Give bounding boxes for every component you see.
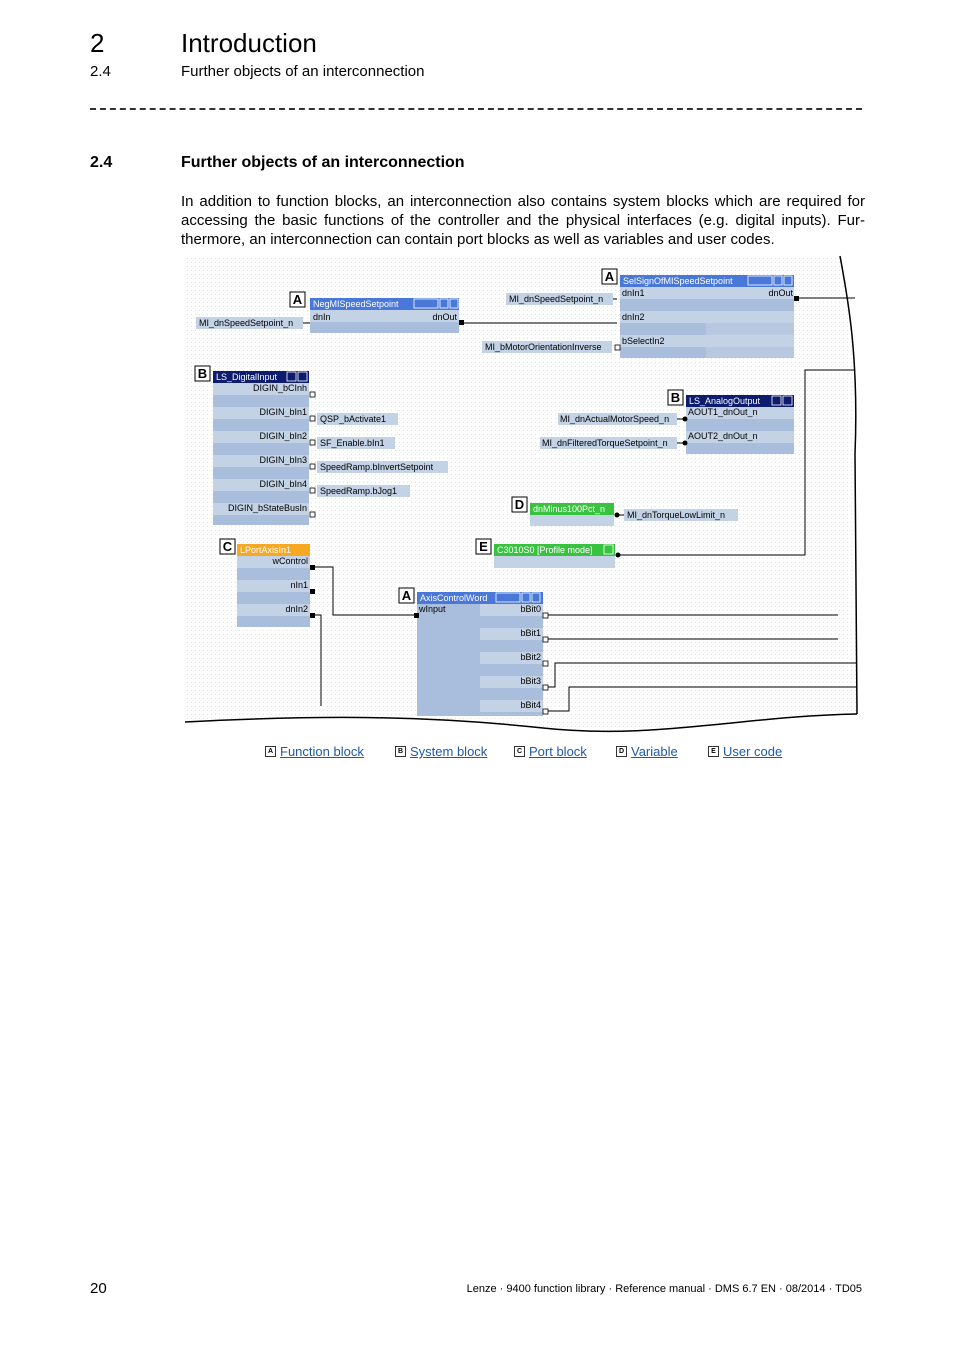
user-code-link[interactable]: User code [723, 744, 783, 759]
block-title: AxisControlWord [420, 593, 488, 603]
output-port[interactable] [543, 709, 548, 714]
block-title: SelSignOfMISpeedSetpoint [623, 276, 733, 286]
variable-tag-label: SF_Enable.bIn1 [320, 438, 385, 448]
port-label: DIGIN_bIn2 [259, 431, 307, 441]
port-label: wControl [272, 556, 308, 566]
block-title: LPortAxisIn1 [240, 545, 292, 555]
legend-badge: D [616, 746, 627, 757]
system-block-link[interactable]: System block [410, 744, 488, 759]
output-port[interactable] [310, 416, 315, 421]
intro-line: In addition to function blocks, an interconnection also contains system blocks which are required for [181, 193, 865, 210]
port-block-link[interactable]: Port block [529, 744, 587, 759]
legend-badge: E [708, 746, 719, 757]
marker-b-label: B [197, 366, 208, 381]
port-label: AOUT2_dnOut_n [688, 431, 758, 441]
input-port[interactable] [683, 441, 688, 446]
legend-item-user-code[interactable] [708, 744, 782, 759]
port-label: nIn1 [290, 580, 308, 590]
block-title: C3010S0 [Profile mode] [497, 545, 593, 555]
legend-item-variable[interactable] [616, 744, 678, 759]
input-port[interactable] [414, 613, 419, 618]
block-body [530, 515, 614, 526]
marker-c-label: C [222, 539, 233, 554]
block-body [310, 322, 459, 333]
function-block-link[interactable]: Function block [280, 744, 364, 759]
interconnection-diagram [183, 254, 863, 738]
intro-line: thermore, an interconnection can contain port blocks as well as variables and user codes. [181, 231, 775, 248]
port-label: DIGIN_bIn3 [259, 455, 307, 465]
chapter-title: Introduction [181, 28, 317, 58]
port-label: dnIn2 [285, 604, 308, 614]
intro-paragraph [181, 192, 865, 249]
marker-e-label: E [479, 539, 488, 554]
marker-a-label: A [292, 292, 303, 307]
legend-item-port-block[interactable] [514, 744, 587, 759]
port-label: dnOut [768, 288, 793, 298]
header-section-number: 2.4 [90, 63, 111, 80]
output-port[interactable] [310, 440, 315, 445]
output-port[interactable] [310, 565, 315, 570]
variable-tag-label: MI_dnActualMotorSpeed_n [560, 414, 670, 424]
port-label: dnOut [432, 312, 457, 322]
variable-tag-label: SpeedRamp.bJog1 [320, 486, 398, 496]
marker-d-label: D [514, 497, 525, 512]
marker-a-label: A [401, 588, 412, 603]
port-label: DIGIN_bCInh [252, 383, 307, 393]
variable-tag-label: MI_dnTorqueLowLimit_n [627, 510, 726, 520]
variable-tag-label: MI_bMotorOrientationInverse [485, 342, 602, 352]
output-port[interactable] [794, 296, 799, 301]
legend-item-function-block[interactable] [265, 744, 364, 759]
output-port[interactable] [310, 464, 315, 469]
footer-text: Lenze · 9400 function library · Reference manual · DMS 6.7 EN · 08/2014 · TD05 [466, 1283, 862, 1295]
output-port[interactable] [543, 685, 548, 690]
legend-badge: C [514, 746, 525, 757]
marker-a-label: A [604, 269, 615, 284]
port-label: DIGIN_bIn4 [259, 479, 307, 489]
port-label: dnIn [313, 312, 331, 322]
header-section-title: Further objects of an interconnection [181, 63, 425, 80]
port-label: bBit0 [520, 604, 541, 614]
variable-tag-label: MI_dnSpeedSetpoint_n [199, 318, 294, 328]
port-label: bSelectIn2 [622, 336, 665, 346]
block-title: LS_AnalogOutput [689, 396, 761, 406]
port-label: bBit2 [520, 652, 541, 662]
block-title: dnMinus100Pct_n [533, 504, 606, 514]
block-title: LS_DigitalInput [216, 372, 278, 382]
output-port[interactable] [310, 613, 315, 618]
chapter-number: 2 [90, 28, 105, 58]
output-port[interactable] [310, 512, 315, 517]
input-port[interactable] [683, 417, 688, 422]
page-number: 20 [90, 1280, 107, 1297]
variable-link[interactable]: Variable [631, 744, 678, 759]
intro-line: accessing the basic functions of the controller and the physical interfaces (e.g. digital inputs). Fur- [181, 212, 865, 229]
output-port[interactable] [310, 589, 315, 594]
section-heading: Further objects of an interconnection [181, 154, 465, 171]
variable-tag-label: MI_dnFilteredTorqueSetpoint_n [542, 438, 668, 448]
block-body [620, 299, 794, 311]
legend-item-system-block[interactable] [395, 744, 487, 759]
block-body [494, 556, 615, 568]
port-label: AOUT1_dnOut_n [688, 407, 758, 417]
port-label: bBit1 [520, 628, 541, 638]
legend-badge: A [265, 746, 276, 757]
output-port[interactable] [543, 661, 548, 666]
legend-badge: B [395, 746, 406, 757]
output-port[interactable] [543, 613, 548, 618]
variable-tag-label: SpeedRamp.bInvertSetpoint [320, 462, 434, 472]
block-body [620, 311, 794, 323]
port-label: DIGIN_bIn1 [259, 407, 307, 417]
output-port[interactable] [543, 637, 548, 642]
block-body [706, 347, 794, 358]
variable-tag-label: QSP_bActivate1 [320, 414, 387, 424]
port-label: wInput [419, 604, 446, 614]
section-number: 2.4 [90, 154, 113, 171]
block-title: NegMISpeedSetpoint [313, 299, 399, 309]
axis-control-word-block[interactable] [399, 588, 548, 716]
marker-b-label: B [670, 390, 681, 405]
variable-tag-label: MI_dnSpeedSetpoint_n [509, 294, 604, 304]
output-port[interactable] [459, 320, 464, 325]
port-label: bBit4 [520, 700, 541, 710]
output-port[interactable] [310, 392, 315, 397]
output-port[interactable] [310, 488, 315, 493]
port-label: DIGIN_bStateBusIn [227, 503, 307, 513]
block-body [706, 323, 794, 335]
output-port[interactable] [616, 553, 621, 558]
input-port[interactable] [615, 345, 620, 350]
header-divider [90, 108, 862, 110]
port-label: bBit3 [520, 676, 541, 686]
port-label: dnIn1 [622, 288, 645, 298]
port-label: dnIn2 [622, 312, 645, 322]
